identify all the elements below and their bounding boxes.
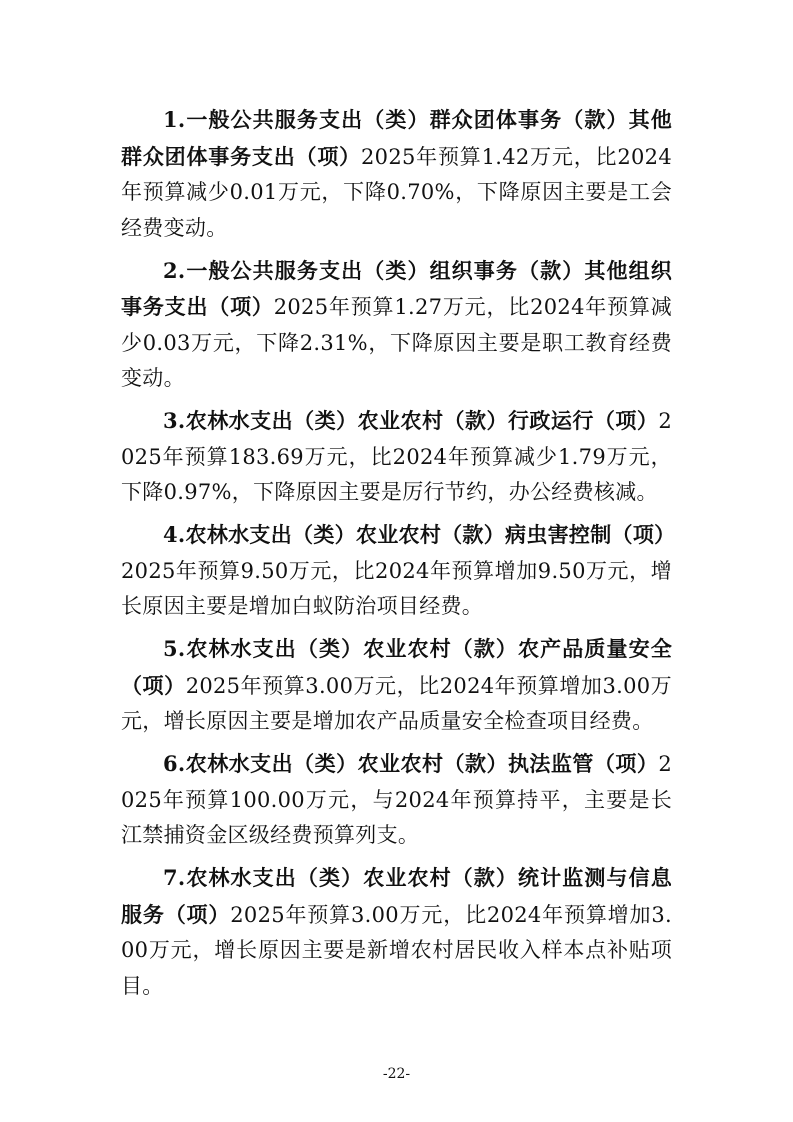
paragraph-heading: 1.一般公共服务支出（类）群众团体事务（款）其他群众团体事务支出（项） bbox=[121, 107, 672, 169]
paragraph-1 bbox=[121, 102, 672, 246]
document-body bbox=[121, 102, 676, 1011]
paragraph-heading: 7.农林水支出（类）农业农村（款）统计监测与信息服务（项） bbox=[121, 865, 672, 927]
paragraph-text: 2025年预算183.69万元，比2024年预算减少1.79万元，下降0.97%，下降原因主要是厉行节约，办公经费核减。 bbox=[121, 409, 672, 504]
paragraph-heading: 3.农林水支出（类）农业农村（款）行政运行（项） bbox=[163, 408, 659, 433]
paragraph-4 bbox=[121, 517, 676, 625]
paragraph-text: 2025年预算3.00万元，比2024年预算增加3.00万元，增长原因主要是新增农村居民收入样本点补贴项目。 bbox=[121, 902, 673, 998]
paragraph-text: 2025年预算1.42万元，比2024年预算减少0.01万元，下降0.70%，下降原因主要是工会经费变动。 bbox=[121, 144, 672, 240]
paragraph-2 bbox=[121, 253, 672, 397]
paragraph-6 bbox=[121, 746, 672, 854]
paragraph-text: 2025年预算3.00万元，比2024年预算增加3.00万元，增长原因主要是增加农产品质量安全检查项目经费。 bbox=[121, 673, 672, 733]
paragraph-text: 2025年预算1.27万元，比2024年预算减少0.03万元，下降2.31%，下降原因主要是职工教育经费变动。 bbox=[121, 295, 673, 390]
paragraph-heading: 2.一般公共服务支出（类）组织事务（款）其他组织事务支出（项） bbox=[121, 257, 672, 319]
paragraph-text: 2025年预算9.50万元，比2024年预算增加9.50万元，增长原因主要是增加白蚁防治项目经费。 bbox=[121, 558, 672, 618]
paragraph-text: 2025年预算100.00万元，与2024年预算持平，主要是长江禁捕资金区级经费预算列支。 bbox=[121, 752, 672, 847]
paragraph-5 bbox=[121, 631, 672, 740]
page-number: -22- bbox=[382, 1066, 411, 1082]
paragraph-heading: 6.农林水支出（类）农业农村（款）执法监管（项） bbox=[163, 751, 659, 776]
paragraph-3 bbox=[121, 403, 672, 511]
paragraph-7 bbox=[121, 860, 672, 1004]
paragraph-heading: 4.农林水支出（类）农业农村（款）病虫害控制（项） bbox=[163, 522, 676, 547]
paragraph-heading: 5.农林水支出（类）农业农村（款）农产品质量安全（项） bbox=[121, 636, 672, 698]
